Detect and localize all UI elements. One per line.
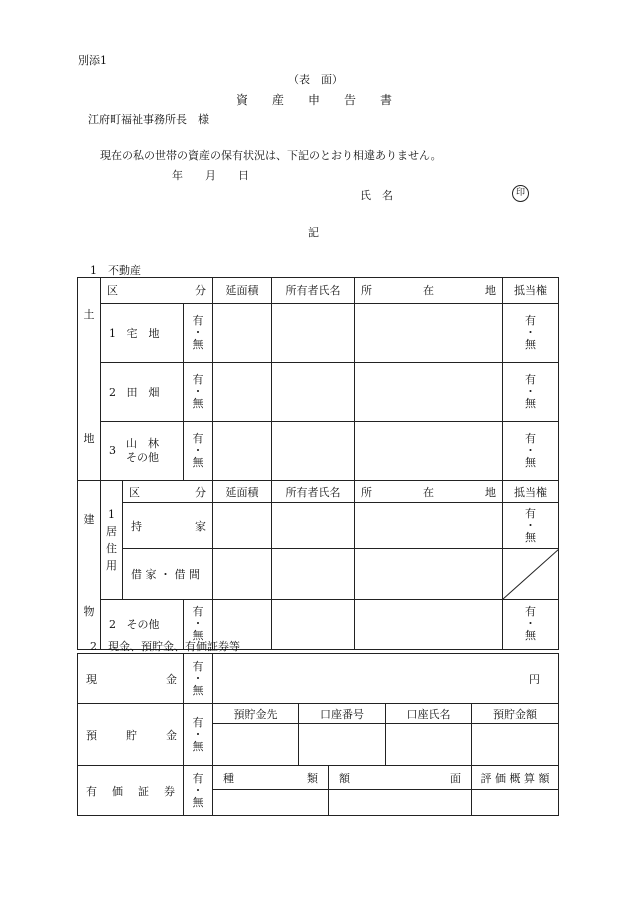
face-value-cell[interactable] [329, 790, 472, 816]
location-cell[interactable] [355, 503, 503, 549]
location-cell[interactable] [355, 549, 503, 599]
kind-cell[interactable] [213, 790, 329, 816]
location-header: 所 在 地 [355, 278, 503, 304]
mortgage-cell: 有 ・ 無 [503, 421, 559, 480]
mortgage-header: 抵当権 [503, 278, 559, 304]
seal-icon: 印 [512, 185, 529, 202]
yes-no-cell: 有 ・ 無 [184, 704, 213, 766]
account-number-cell[interactable] [299, 724, 386, 766]
land-row-farmland: 2 田 畑 [101, 362, 184, 421]
yes-no-cell: 有 ・ 無 [184, 362, 213, 421]
name-label: 氏 名 [360, 189, 393, 202]
document-title: 資 産 申 告 書 [236, 93, 393, 107]
land-row-residential: 1 宅 地 [101, 303, 184, 362]
owner-header: 所有者氏名 [272, 278, 355, 304]
date-line: 年 月 日 [172, 169, 249, 182]
owner-header: 所有者氏名 [272, 481, 355, 503]
land-row-forest: 3 山 林 その他 [101, 421, 184, 480]
residence-label-cell: 1 居 住 用 [101, 481, 123, 600]
section2-heading: 2 現金、預貯金、有価証券等 [90, 640, 240, 653]
financial-assets-table [77, 653, 559, 816]
cash-label: 現 金 [78, 654, 184, 704]
area-header: 延面積 [213, 278, 272, 304]
own-house-row: 持 家 [123, 503, 213, 549]
kind-header: 種 類 [213, 766, 329, 790]
mortgage-cell: 有 ・ 無 [503, 599, 559, 649]
estimated-value-header: 評 価 概 算 額 [472, 766, 559, 790]
area-header: 延面積 [213, 481, 272, 503]
cash-amount-cell[interactable] [213, 654, 559, 704]
statement: 現在の私の世帯の資産の保有状況は、下記のとおり相違ありません。 [100, 149, 442, 162]
ki-label: 記 [308, 226, 319, 239]
building-label-cell: 建 物 [78, 481, 101, 650]
owner-cell[interactable] [272, 549, 355, 599]
account-number-header: 口座番号 [299, 704, 386, 724]
face-value-header: 額 面 [329, 766, 472, 790]
real-estate-table [77, 277, 559, 650]
owner-cell[interactable] [272, 303, 355, 362]
yes-no-cell: 有 ・ 無 [184, 303, 213, 362]
area-cell[interactable] [213, 421, 272, 480]
location-cell[interactable] [355, 599, 503, 649]
location-cell[interactable] [355, 421, 503, 480]
yes-no-cell: 有 ・ 無 [184, 654, 213, 704]
mortgage-cell: 有 ・ 無 [503, 503, 559, 549]
yes-no-cell: 有 ・ 無 [184, 766, 213, 816]
area-cell[interactable] [213, 549, 272, 599]
diagonal-strike [503, 549, 559, 599]
bank-header: 預貯金先 [213, 704, 299, 724]
land-label-cell: 土 地 [78, 278, 101, 481]
rent-house-row: 借 家 ・ 借 間 [123, 549, 213, 599]
owner-cell[interactable] [272, 362, 355, 421]
other-building-row: 2 その他 [101, 599, 184, 649]
yes-no-cell: 有 ・ 無 [184, 599, 213, 649]
bank-cell[interactable] [213, 724, 299, 766]
location-header: 所 在 地 [355, 481, 503, 503]
location-cell[interactable] [355, 362, 503, 421]
mortgage-cell: 有 ・ 無 [503, 362, 559, 421]
mortgage-header: 抵当権 [503, 481, 559, 503]
kubun-header: 区 分 [101, 278, 213, 304]
account-name-cell[interactable] [386, 724, 472, 766]
securities-label: 有 価 証 券 [78, 766, 184, 816]
deposit-amount-header: 預貯金額 [472, 704, 559, 724]
area-cell[interactable] [213, 362, 272, 421]
estimated-value-cell[interactable] [472, 790, 559, 816]
location-cell[interactable] [355, 303, 503, 362]
section1-heading: 1 不動産 [90, 264, 141, 277]
account-name-header: 口座氏名 [386, 704, 472, 724]
yen-label: 円 [529, 672, 540, 686]
area-cell[interactable] [213, 303, 272, 362]
deposit-amount-cell[interactable] [472, 724, 559, 766]
annex-label: 別添1 [78, 54, 107, 67]
mortgage-na-cell [503, 549, 559, 599]
owner-cell[interactable] [272, 599, 355, 649]
mortgage-cell: 有 ・ 無 [503, 303, 559, 362]
side-label: （表 面） [288, 73, 343, 86]
addressee: 江府町福祉事務所長 様 [88, 113, 209, 126]
yes-no-cell: 有 ・ 無 [184, 421, 213, 480]
area-cell[interactable] [213, 503, 272, 549]
owner-cell[interactable] [272, 421, 355, 480]
kubun-header: 区 分 [123, 481, 213, 503]
owner-cell[interactable] [272, 503, 355, 549]
deposit-label: 預 貯 金 [78, 704, 184, 766]
